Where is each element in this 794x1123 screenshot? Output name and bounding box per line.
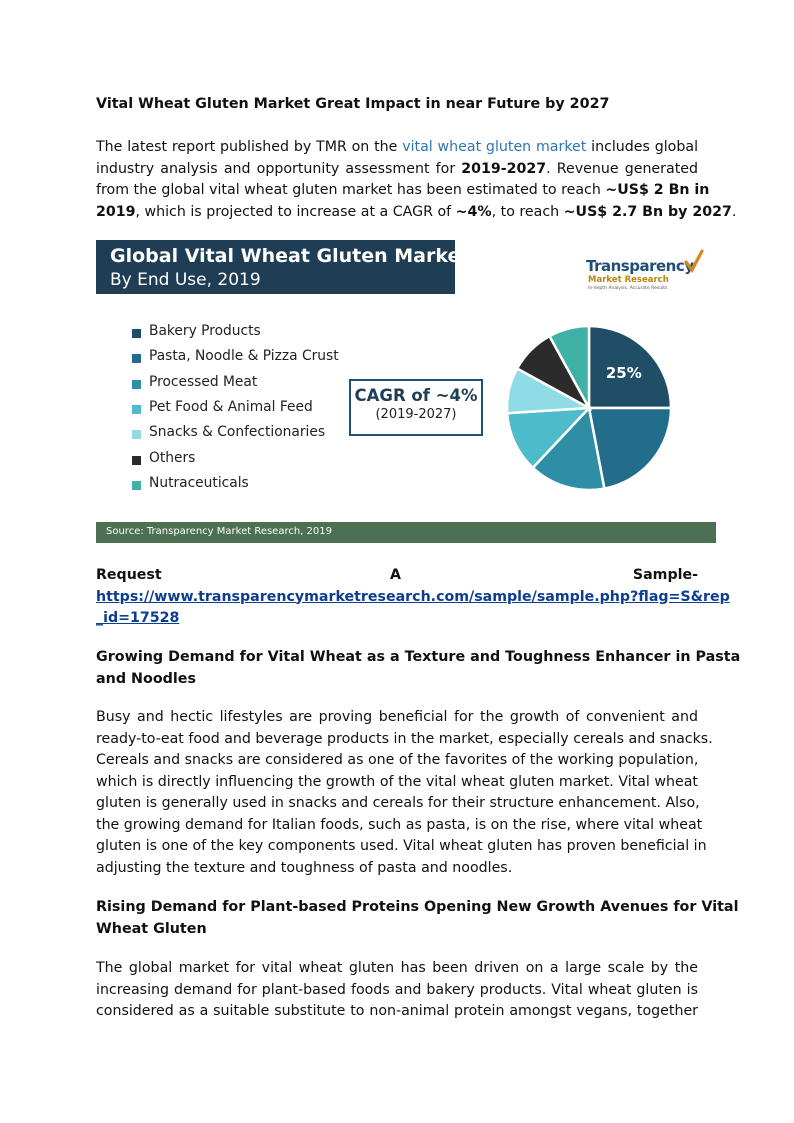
paragraph-line: which is directly influencing the growth of the vital wheat gluten market. Vital wheat (96, 773, 698, 790)
intro-line: from the global vital wheat gluten market has been estimated to reach ~US$ 2 Bn in (96, 182, 710, 198)
legend-swatch (132, 329, 141, 338)
legend-swatch (132, 405, 141, 414)
intro-line: 2019, which is projected to increase at a CAGR of ~4%, to reach ~US$ 2.7 Bn by 2027. (96, 203, 737, 220)
paragraph-line: adjusting the texture and toughness of pasta and noodles. (96, 859, 513, 876)
infographic-subtitle: By End Use, 2019 (110, 270, 261, 290)
section1-heading: Growing Demand for Vital Wheat as a Texture and Toughness Enhancer in Pasta and Noodles (96, 649, 741, 687)
legend-swatch (132, 380, 141, 389)
legend-label: Pet Food & Animal Feed (149, 398, 313, 415)
cagr-box (349, 379, 483, 436)
pie-chart (504, 323, 674, 493)
legend-swatch (132, 430, 141, 439)
intro-line: industry analysis and opportunity assessment for 2019-2027. Revenue generated (96, 160, 698, 177)
cagr-period: (2019-2027) (375, 407, 457, 422)
tmr-logo: Transparency Market Research In-depth Analysis. Accurate Results (586, 249, 708, 293)
legend-swatch (132, 481, 141, 490)
section2-paragraph (96, 958, 698, 1023)
sample-link[interactable]: https://www.transparencymarketresearch.com/sample/sample.php?flag=S&rep (96, 588, 730, 605)
legend-label: Pasta, Noodle & Pizza Crust (149, 348, 339, 365)
legend-label: Snacks & Confectionaries (149, 424, 326, 441)
source-text: Source: Transparency Market Research, 2019 (106, 526, 333, 537)
paragraph-line: Cereals and snacks are considered as one of the favorites of the working population, (96, 752, 699, 768)
request-word: Sample- (632, 567, 698, 583)
request-word: A (390, 567, 401, 583)
source-bar (96, 522, 716, 543)
pie-data-label: 25% (605, 364, 642, 383)
paragraph-line: the growing demand for Italian foods, such as pasta, is on the rise, where vital wheat (96, 816, 703, 833)
legend-label: Bakery Products (149, 323, 261, 339)
legend-swatch (132, 354, 141, 363)
infographic (96, 237, 716, 543)
infographic-title: Global Vital Wheat Gluten Market (110, 245, 470, 267)
paragraph-line: The global market for vital wheat gluten has been driven on a large scale by the (96, 960, 698, 976)
paragraph-line: gluten is one of the key components used. Vital wheat gluten has proven beneficial in (96, 838, 707, 854)
paragraph-line: increasing demand for plant-based foods and bakery products. Vital wheat gluten is (96, 981, 698, 998)
legend-swatch (132, 456, 141, 465)
market-link[interactable]: vital wheat gluten market (402, 139, 587, 155)
section2-heading: Rising Demand for Plant-based Proteins Opening New Growth Avenues for Vital Wheat Gluten (96, 899, 739, 937)
document-title: Vital Wheat Gluten Market Great Impact in near Future by 2027 (96, 96, 610, 112)
paragraph-line: Busy and hectic lifestyles are proving beneficial for the growth of convenient and (96, 709, 698, 725)
legend-label: Others (149, 449, 196, 466)
paragraph-line: considered as a suitable substitute to non-animal protein amongst vegans, together (96, 1003, 698, 1019)
paragraph-line: gluten is generally used in snacks and cereals for their structure enhancement. Also, (96, 795, 700, 811)
intro-paragraph (96, 137, 737, 223)
legend-label: Processed Meat (149, 373, 258, 390)
section1-paragraph (96, 707, 713, 879)
sample-link-continued[interactable]: _id=17528 (96, 610, 180, 626)
request-word: Request (96, 567, 162, 583)
paragraph-line: ready-to-eat food and beverage products in the market, especially cereals and snacks. (96, 730, 713, 747)
intro-line: The latest report published by TMR on the vital wheat gluten market includes global (96, 139, 699, 155)
request-sample (96, 565, 730, 630)
cagr-label: CAGR of ~4% (354, 386, 478, 405)
checkmark-icon (684, 249, 704, 273)
infographic-banner (96, 240, 470, 294)
legend-label: Nutraceuticals (149, 474, 249, 491)
